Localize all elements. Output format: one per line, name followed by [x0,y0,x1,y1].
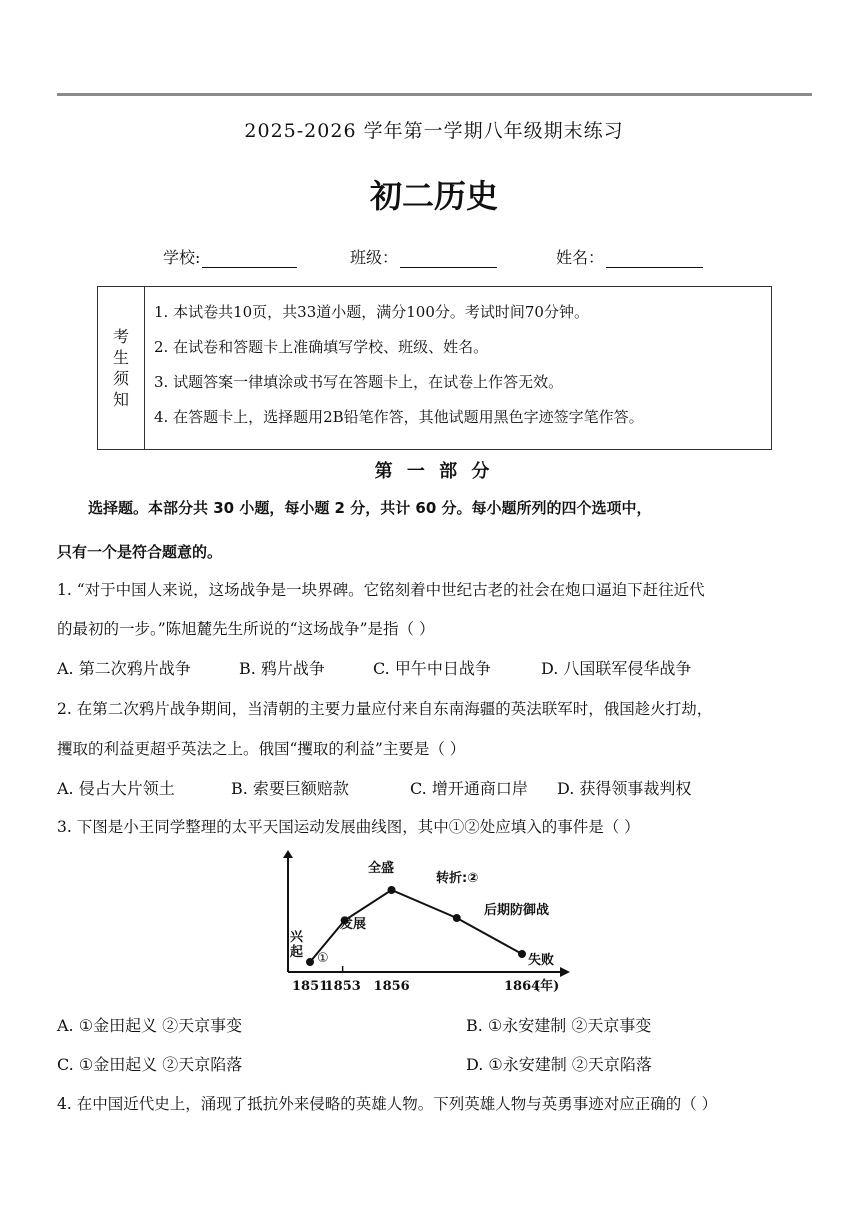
x-tick-label: 1851 [292,979,329,994]
school-label: 学校: [163,248,201,267]
curve-point [453,914,461,922]
annotation-late-defense: 后期防御战 [484,903,550,918]
question-1-option-b[interactable]: B. 鸦片战争 [239,659,325,678]
school-field[interactable] [163,245,297,268]
annotation-growth: 发展 [340,917,367,932]
question-1-stem-cont: 的最初的一步。”陈旭麓先生所说的“这场战争”是指（ ） [57,620,435,638]
notice-label-char: 考 [112,327,129,346]
page-title: 初二历史 [369,177,498,215]
exam-subtitle: 2025-2026 学年第一学期八年级期末练习 [244,120,624,142]
question-2-option-a[interactable]: A. 侵占大片领土 [57,779,175,798]
question-2-option-d[interactable]: D. 获得领事裁判权 [557,779,692,798]
notice-item: 4. 在答题卡上，选择题用2B铅笔作答，其他试题用黑色字迹签字笔作答。 [154,408,644,426]
curve-point [306,958,314,966]
name-label: 姓名： [556,248,605,267]
question-2-stem-cont: 攫取的利益更超乎英法之上。俄国“攫取的利益”主要是（ ） [57,740,466,758]
question-1-stem: 1. “对于中国人来说，这场战争是一块界碑。它铭刻着中世纪古老的社会在炮口逼迫下赶往近代 [57,581,705,599]
chart-svg [270,850,590,1000]
class-field[interactable] [350,245,497,268]
notice-item: 3. 试题答案一律填涂或书写在答题卡上，在试卷上作答无效。 [154,373,564,391]
question-2-option-c[interactable]: C. 增开通商口岸 [410,779,528,798]
question-3-option-d[interactable]: D. ①永安建制 ②天京陷落 [466,1055,652,1074]
class-blank[interactable] [400,249,497,268]
question-1-option-a[interactable]: A. 第二次鸦片战争 [57,659,191,678]
notice-label [98,287,145,449]
question-3-option-c[interactable]: C. ①金田起义 ②天京陷落 [57,1055,243,1074]
part-instruction: 选择题。本部分共 30 小题，每小题 2 分，共计 60 分。每小题所列的四个选项中， [88,499,652,517]
question-4-stem: 4. 在中国近代史上，涌现了抵抗外来侵略的英雄人物。下列英雄人物与英勇事迹对应正确的（ ） [57,1095,718,1113]
question-2-stem: 2. 在第二次鸦片战争期间，当清朝的主要力量应付来自东南海疆的英法联军时，俄国趁火打劫， [57,700,713,718]
x-tick-label: 1864 [504,979,541,994]
part-heading: 第 一 部 分 [374,461,494,482]
notice-list [154,301,644,441]
curve-point [518,950,526,958]
annotation-turning-point: 转折:② [436,871,479,886]
question-3-stem: 3. 下图是小王同学整理的太平天国运动发展曲线图，其中①②处应填入的事件是（ ） [57,818,640,836]
school-blank[interactable] [202,249,297,268]
notice-item: 2. 在试卷和答题卡上准确填写学校、班级、姓名。 [154,338,489,356]
x-tick-label: 1856 [373,979,410,994]
class-label: 班级： [350,248,399,267]
curve-point [388,886,396,894]
notice-label-char: 知 [112,390,129,409]
annotation-rise: 起 [290,945,304,960]
x-tick-label: 1853 [324,979,361,994]
annotation-event-1: ① [317,951,329,966]
notice-item: 1. 本试卷共10页，共33道小题，满分100分。考试时间70分钟。 [154,303,589,321]
notice-label-char: 须 [112,369,129,388]
y-axis-arrow [283,850,293,858]
name-blank[interactable] [606,249,703,268]
annotation-failure: 失败 [528,953,555,968]
question-3-option-a[interactable]: A. ①金田起义 ②天京事变 [57,1016,243,1035]
x-axis-unit: (年) [534,979,560,994]
part-instruction-cont: 只有一个是符合题意的。 [57,543,223,561]
question-1-option-d[interactable]: D. 八国联军侵华战争 [541,659,692,678]
name-field[interactable] [556,245,703,268]
top-rule [57,93,812,96]
exam-notice-box [97,286,772,450]
notice-label-char: 生 [112,348,129,367]
taiping-development-chart [270,850,590,1000]
annotation-rise: 兴 [290,930,304,945]
x-axis-arrow [560,967,570,977]
question-2-option-b[interactable]: B. 索要巨额赔款 [231,779,349,798]
question-3-option-b[interactable]: B. ①永安建制 ②天京事变 [466,1016,652,1035]
question-1-option-c[interactable]: C. 甲午中日战争 [373,659,491,678]
annotation-peak: 全盛 [368,861,395,876]
